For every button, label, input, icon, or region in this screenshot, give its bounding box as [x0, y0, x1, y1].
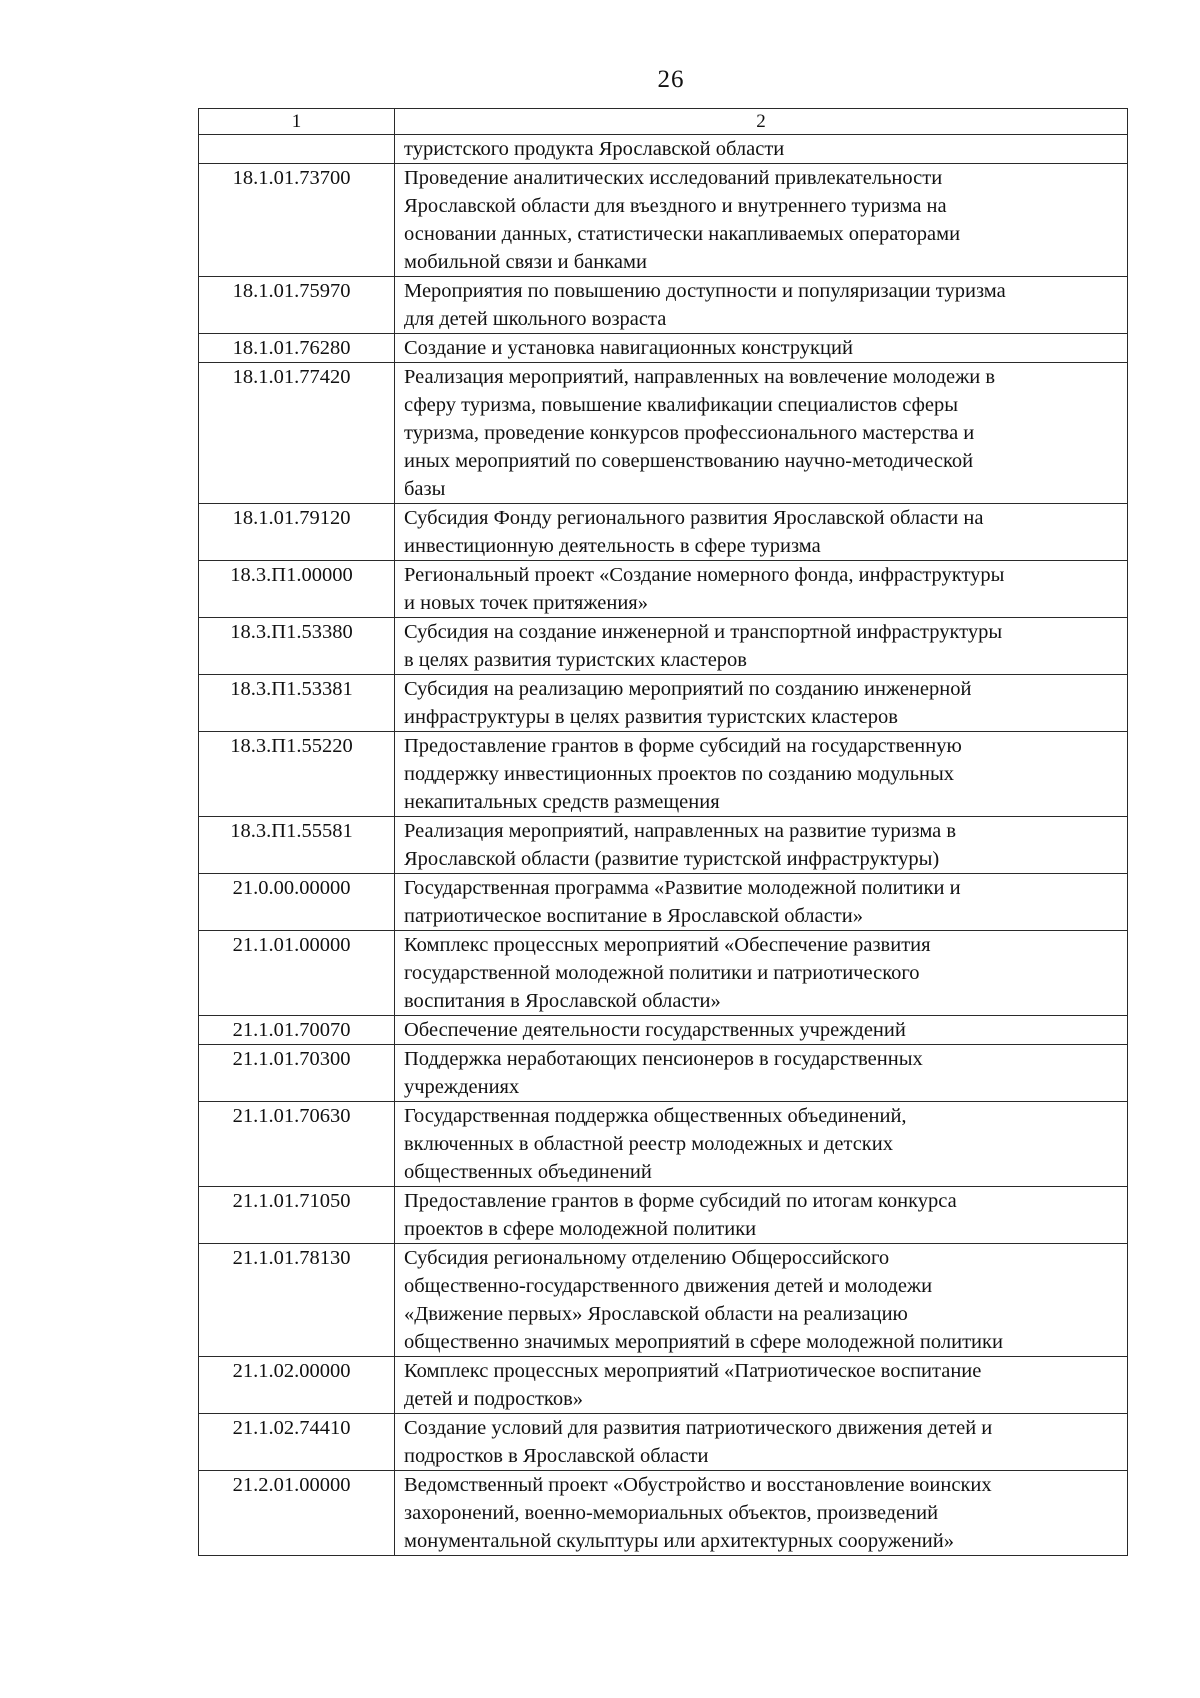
row-code-cell: 18.1.01.76280: [199, 334, 395, 363]
description-line: захоронений, военно-мемориальных объектов, произведений: [404, 1502, 939, 1524]
table-header-row: [199, 109, 1128, 135]
description-line: Субсидия региональному отделению Общероссийского: [404, 1247, 890, 1269]
description-line: туристского продукта Ярославской области: [404, 138, 785, 160]
description-line: общественно-государственного движения детей и молодежи: [404, 1275, 933, 1297]
description-line: Предоставление грантов в форме субсидий по итогам конкурса: [404, 1190, 957, 1212]
row-description-cell: [395, 334, 1128, 363]
table-row: [199, 135, 1128, 164]
row-description-cell: [395, 1471, 1128, 1556]
table-row: [199, 277, 1128, 334]
description-line: Государственная поддержка общественных объединений,: [404, 1105, 907, 1127]
row-code-cell: 18.1.01.75970: [199, 277, 395, 334]
column-header-description: 2: [395, 109, 1128, 135]
row-description-cell: [395, 1102, 1128, 1187]
description-line: некапитальных средств размещения: [404, 791, 720, 813]
description-line: основании данных, статистически накапливаемых операторами: [404, 223, 961, 245]
row-description-cell: [395, 135, 1128, 164]
description-line: детей и подростков»: [404, 1388, 584, 1410]
row-code-cell: [199, 135, 395, 164]
table-row: [199, 1187, 1128, 1244]
row-description-cell: [395, 1187, 1128, 1244]
table-row: [199, 675, 1128, 732]
row-code-cell: 18.1.01.73700: [199, 164, 395, 277]
row-code-cell: 18.3.П1.00000: [199, 561, 395, 618]
description-line: Проведение аналитических исследований привлекательности: [404, 167, 943, 189]
row-description-cell: [395, 277, 1128, 334]
row-description-cell: [395, 1045, 1128, 1102]
row-code-cell: 18.1.01.79120: [199, 504, 395, 561]
description-line: Обеспечение деятельности государственных учреждений: [404, 1019, 906, 1041]
description-line: инвестиционную деятельность в сфере туризма: [404, 535, 821, 557]
table-row: [199, 1357, 1128, 1414]
row-description-cell: [395, 618, 1128, 675]
description-line: для детей школьного возраста: [404, 308, 667, 330]
table-row: [199, 1414, 1128, 1471]
row-code-cell: 21.1.01.71050: [199, 1187, 395, 1244]
description-line: «Движение первых» Ярославской области на реализацию: [404, 1303, 908, 1325]
description-line: Ярославской области (развитие туристской инфраструктуры): [404, 848, 940, 870]
table-row: [199, 1102, 1128, 1187]
row-description-cell: [395, 561, 1128, 618]
row-code-cell: 21.1.02.00000: [199, 1357, 395, 1414]
description-line: Ведомственный проект «Обустройство и восстановление воинских: [404, 1474, 992, 1496]
description-line: Создание условий для развития патриотического движения детей и: [404, 1417, 993, 1439]
description-line: Ярославской области для въездного и внутреннего туризма на: [404, 195, 947, 217]
row-code-cell: 18.3.П1.53381: [199, 675, 395, 732]
table-row: [199, 1016, 1128, 1045]
table-row: [199, 164, 1128, 277]
description-line: Реализация мероприятий, направленных на вовлечение молодежи в: [404, 366, 996, 388]
row-code-cell: 21.1.02.74410: [199, 1414, 395, 1471]
table-row: [199, 732, 1128, 817]
table-row: [199, 334, 1128, 363]
description-line: общественно значимых мероприятий в сфере молодежной политики: [404, 1331, 1003, 1353]
row-code-cell: 21.2.01.00000: [199, 1471, 395, 1556]
row-description-cell: [395, 675, 1128, 732]
description-line: Субсидия на реализацию мероприятий по созданию инженерной: [404, 678, 972, 700]
row-description-cell: [395, 931, 1128, 1016]
description-line: Предоставление грантов в форме субсидий на государственную: [404, 735, 962, 757]
description-line: Поддержка неработающих пенсионеров в государственных: [404, 1048, 923, 1070]
description-line: проектов в сфере молодежной политики: [404, 1218, 757, 1240]
description-line: монументальной скульптуры или архитектурных сооружений»: [404, 1530, 954, 1552]
description-line: Субсидия на создание инженерной и транспортной инфраструктуры: [404, 621, 1003, 643]
table-row: [199, 1244, 1128, 1357]
description-line: базы: [404, 478, 446, 500]
row-description-cell: [395, 732, 1128, 817]
row-code-cell: 18.3.П1.53380: [199, 618, 395, 675]
description-line: мобильной связи и банками: [404, 251, 647, 273]
page-number: 26: [657, 66, 685, 93]
description-line: в целях развития туристских кластеров: [404, 649, 747, 671]
description-line: патриотическое воспитание в Ярославской области»: [404, 905, 863, 927]
description-line: воспитания в Ярославской области»: [404, 990, 721, 1012]
description-line: Создание и установка навигационных конструкций: [404, 337, 853, 359]
table-row: [199, 363, 1128, 504]
description-line: общественных объединений: [404, 1161, 652, 1183]
description-line: Комплекс процессных мероприятий «Патриотическое воспитание: [404, 1360, 982, 1382]
description-line: Субсидия Фонду регионального развития Ярославской области на: [404, 507, 984, 529]
row-code-cell: 18.3.П1.55581: [199, 817, 395, 874]
description-line: учреждениях: [404, 1076, 520, 1098]
row-description-cell: [395, 363, 1128, 504]
row-description-cell: [395, 1244, 1128, 1357]
description-line: сферу туризма, повышение квалификации специалистов сферы: [404, 394, 959, 416]
table-body: [199, 135, 1128, 1556]
row-code-cell: 21.1.01.70300: [199, 1045, 395, 1102]
row-code-cell: 21.1.01.70070: [199, 1016, 395, 1045]
row-description-cell: [395, 874, 1128, 931]
table-row: [199, 874, 1128, 931]
description-line: Мероприятия по повышению доступности и популяризации туризма: [404, 280, 1006, 302]
description-line: и новых точек притяжения»: [404, 592, 648, 614]
table-row: [199, 817, 1128, 874]
table-row: [199, 1471, 1128, 1556]
row-description-cell: [395, 504, 1128, 561]
table-row: [199, 1045, 1128, 1102]
row-description-cell: [395, 817, 1128, 874]
table-row: [199, 504, 1128, 561]
row-description-cell: [395, 1357, 1128, 1414]
row-code-cell: 21.1.01.00000: [199, 931, 395, 1016]
table-row: [199, 618, 1128, 675]
description-line: инфраструктуры в целях развития туристских кластеров: [404, 706, 898, 728]
row-code-cell: 21.1.01.70630: [199, 1102, 395, 1187]
description-line: туризма, проведение конкурсов профессионального мастерства и: [404, 422, 975, 444]
description-line: подростков в Ярославской области: [404, 1445, 709, 1467]
description-line: поддержку инвестиционных проектов по созданию модульных: [404, 763, 955, 785]
budget-classification-table: [198, 108, 1128, 1556]
description-line: Комплекс процессных мероприятий «Обеспечение развития: [404, 934, 931, 956]
description-line: включенных в областной реестр молодежных и детских: [404, 1133, 893, 1155]
row-code-cell: 18.1.01.77420: [199, 363, 395, 504]
row-code-cell: 18.3.П1.55220: [199, 732, 395, 817]
description-line: Реализация мероприятий, направленных на развитие туризма в: [404, 820, 957, 842]
row-description-cell: [395, 1414, 1128, 1471]
row-description-cell: [395, 1016, 1128, 1045]
row-code-cell: 21.1.01.78130: [199, 1244, 395, 1357]
description-line: иных мероприятий по совершенствованию научно-методической: [404, 450, 974, 472]
row-code-cell: 21.0.00.00000: [199, 874, 395, 931]
row-description-cell: [395, 164, 1128, 277]
table-row: [199, 931, 1128, 1016]
description-line: Государственная программа «Развитие молодежной политики и: [404, 877, 961, 899]
column-header-code: 1: [199, 109, 395, 135]
description-line: государственной молодежной политики и патриотического: [404, 962, 920, 984]
table-row: [199, 561, 1128, 618]
description-line: Региональный проект «Создание номерного фонда, инфраструктуры: [404, 564, 1005, 586]
